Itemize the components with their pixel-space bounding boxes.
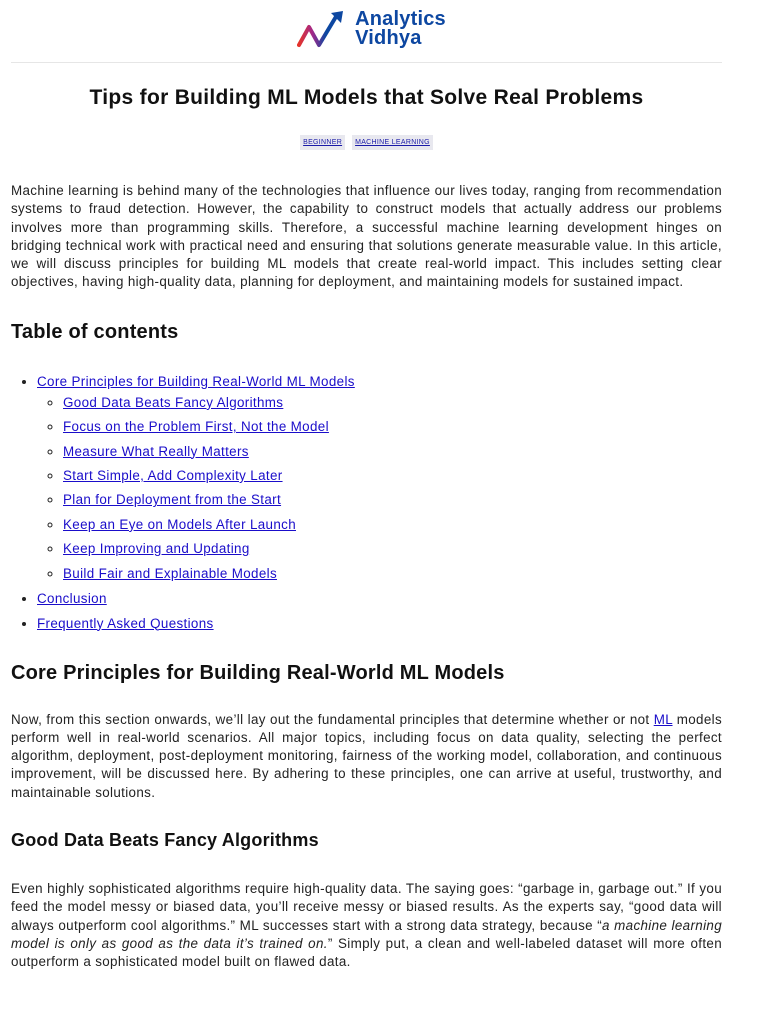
tag-machine-learning[interactable]: MACHINE LEARNING (352, 135, 433, 150)
toc-link-fair-models[interactable]: Build Fair and Explainable Models (63, 565, 278, 581)
paragraph-text: Now, from this section onwards, we’ll lay out the fundamental principles that determine whether or not (11, 711, 654, 727)
quote-text: a machine learning model is only as good as the data it’s trained on. (11, 917, 723, 951)
tag-list (11, 135, 722, 150)
toc-link-improve[interactable]: Keep Improving and Updating (63, 541, 250, 557)
paragraph-text: models perform well in real-world scenarios. All major topics, including focus on data quality, selecting the perfect algorithm, deployment, post-deployment monitoring, fairness of the working model, collaboration, and continuous improvement, will be discussed here. By adhering to these principles, one can arrive at useful, trustworthy, and maintainable solutions. (11, 711, 722, 800)
table-of-contents (11, 373, 722, 632)
toc-link-start-simple[interactable]: Start Simple, Add Complexity Later (63, 467, 283, 483)
analytics-vidhya-logo-icon (297, 9, 347, 49)
toc-subitem (63, 540, 722, 557)
good-data-paragraph (11, 880, 722, 971)
toc-link-core-principles[interactable]: Core Principles for Building Real-World ML Models (37, 373, 355, 389)
section-heading-core-principles: Core Principles for Building Real-World ML Models (11, 661, 505, 684)
toc-subitem (63, 394, 722, 411)
paragraph-text: Even highly sophisticated algorithms require high-quality data. The saying goes: “garbage in, garbage out.” If you feed the model messy or biased data, you’ll receive messy or biased results. As the experts say, “good data will always outperform cool algorithms.” ML successes start with a strong data strategy, because “ (11, 881, 722, 933)
toc-item (37, 615, 722, 632)
toc-heading: Table of contents (11, 320, 179, 343)
toc-subitem (63, 418, 722, 435)
toc-subitem (63, 491, 722, 508)
core-principles-paragraph (11, 711, 722, 802)
logo-line-2: Vidhya (355, 27, 422, 49)
tag-beginner[interactable]: BEGINNER (300, 135, 345, 150)
toc-subitem (63, 443, 722, 460)
toc-link-monitor[interactable]: Keep an Eye on Models After Launch (63, 516, 296, 532)
toc-link-plan-deployment[interactable]: Plan for Deployment from the Start (63, 492, 282, 508)
section-heading-good-data: Good Data Beats Fancy Algorithms (11, 830, 319, 850)
toc-sublist (37, 394, 722, 582)
site-logo[interactable] (297, 9, 446, 49)
logo-line-1: Analytics (355, 8, 446, 30)
toc-link-focus-problem[interactable]: Focus on the Problem First, Not the Model (63, 419, 329, 435)
toc-link-good-data[interactable]: Good Data Beats Fancy Algorithms (63, 394, 284, 410)
article-title: Tips for Building ML Models that Solve Real Problems (89, 86, 644, 109)
intro-paragraph: Machine learning is behind many of the technologies that influence our lives today, ranging from recommendation systems to fraud detection. However, the capability to construct models that actually address our problems involves more than programming skills. Therefore, a successful machine learning development hinges on bridging technical work with practical need and ensuring that solutions generate measurable value. In this article, we will discuss principles for building ML models that create real-world impact. This includes setting clear objectives, having high-quality data, planning for deployment, and maintaining models for sustained impact. (11, 183, 722, 290)
site-header (11, 0, 722, 63)
ml-link[interactable]: ML (653, 711, 673, 727)
toc-link-faq[interactable]: Frequently Asked Questions (37, 615, 214, 631)
toc-item (37, 590, 722, 607)
logo-text (355, 10, 446, 48)
article-page (11, 0, 722, 971)
paragraph-text: ” Simply put, a clean and well-labeled dataset will more often outperform a sophisticated model built on flawed data. (11, 935, 723, 970)
toc-item (37, 373, 722, 582)
toc-subitem (63, 565, 722, 582)
toc-link-conclusion[interactable]: Conclusion (37, 590, 107, 606)
toc-subitem (63, 516, 722, 533)
toc-link-measure[interactable]: Measure What Really Matters (63, 443, 249, 459)
toc-subitem (63, 467, 722, 484)
